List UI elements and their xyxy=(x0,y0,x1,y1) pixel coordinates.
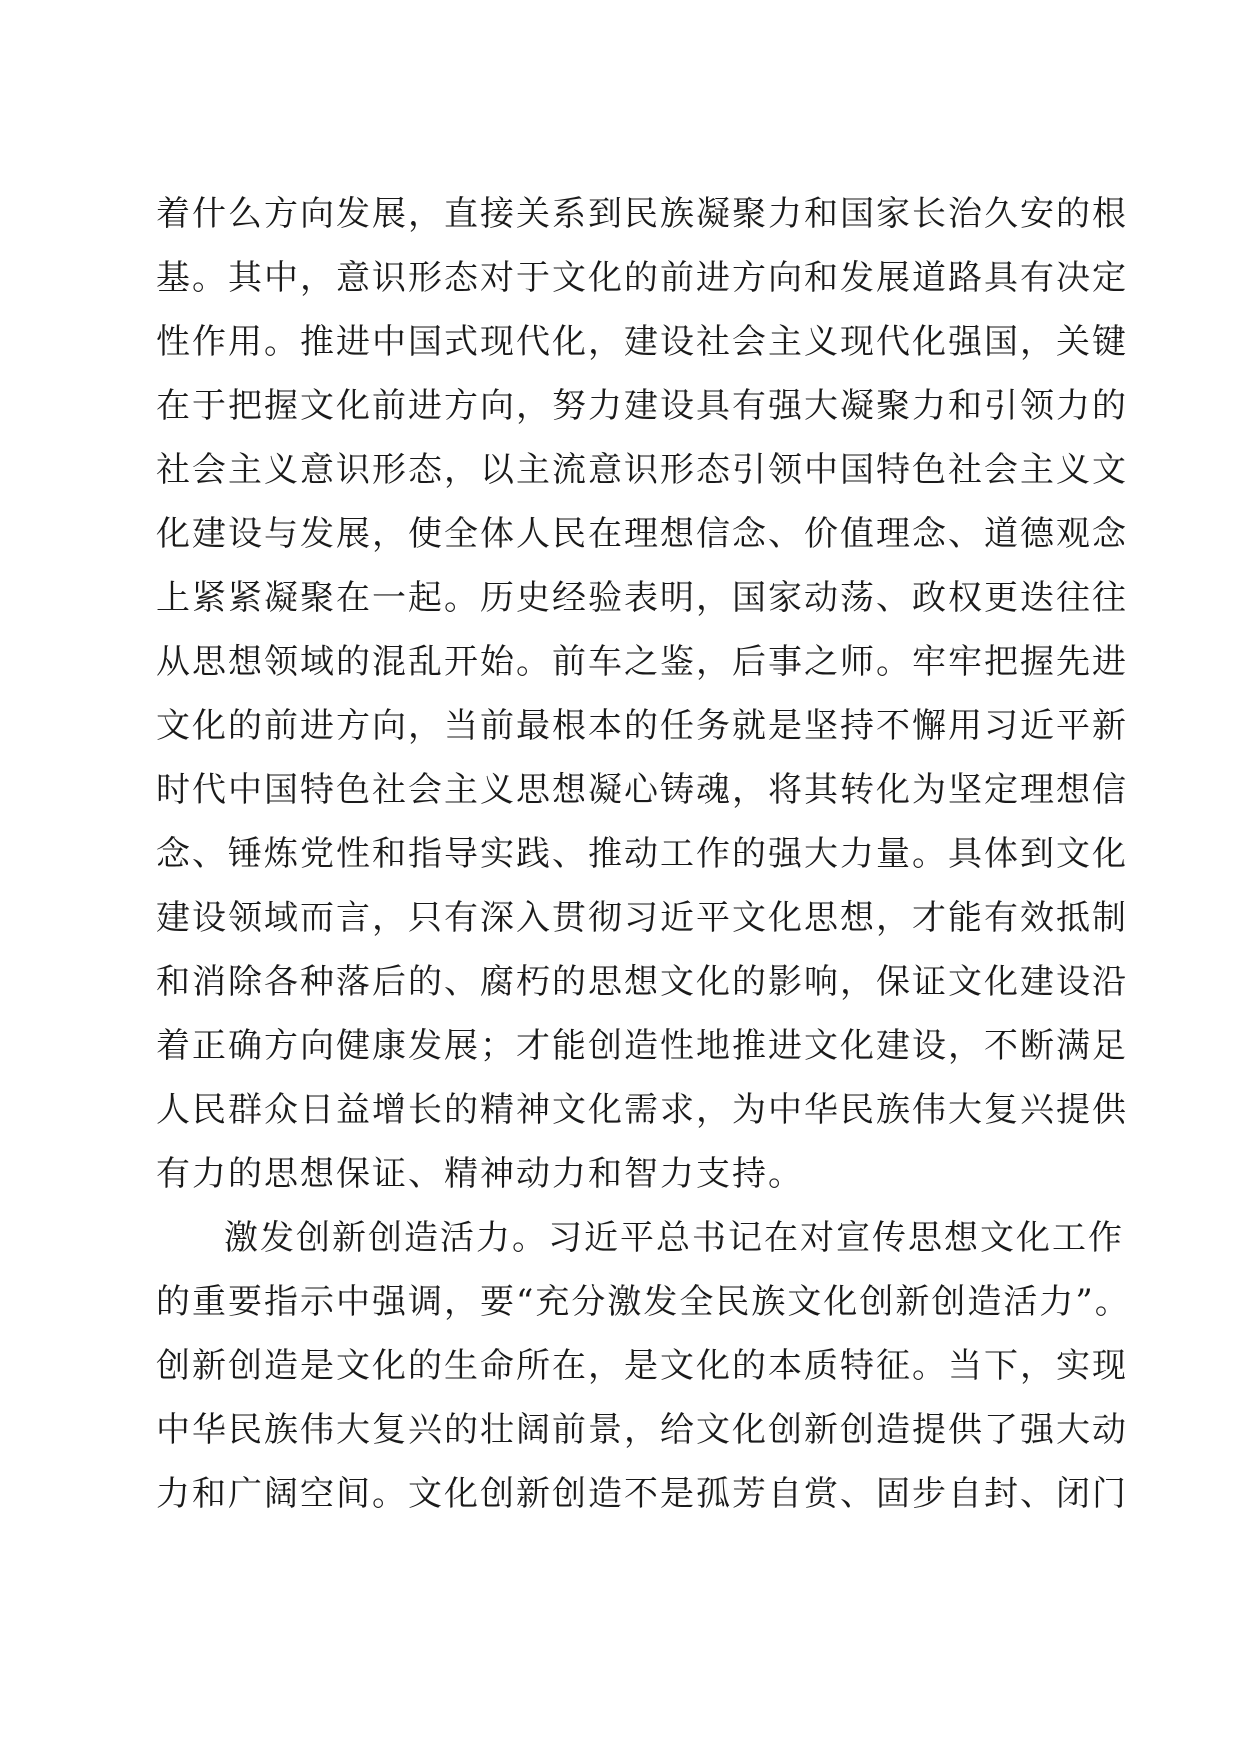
text-line: 化建设与发展，使全体人民在理想信念、价值理念、道德观念 xyxy=(156,514,1128,554)
text-line: 中华民族伟大复兴的壮阔前景，给文化创新创造提供了强大动 xyxy=(156,1410,1128,1450)
text-line: 上紧紧凝聚在一起。历史经验表明，国家动荡、政权更迭往往 xyxy=(156,578,1128,618)
text-line: 着正确方向健康发展；才能创造性地推进文化建设，不断满足 xyxy=(156,1026,1128,1066)
text-line: 基。其中，意识形态对于文化的前进方向和发展道路具有决定 xyxy=(156,258,1128,298)
text-line: 创新创造是文化的生命所在，是文化的本质特征。当下，实现 xyxy=(156,1346,1128,1386)
text-line: 人民群众日益增长的精神文化需求，为中华民族伟大复兴提供 xyxy=(156,1090,1128,1130)
text-line: 念、锤炼党性和指导实践、推动工作的强大力量。具体到文化 xyxy=(156,834,1128,874)
text-line: 着什么方向发展，直接关系到民族凝聚力和国家长治久安的根 xyxy=(156,194,1128,234)
text-line: 的重要指示中强调，要“充分激发全民族文化创新创造活力”。 xyxy=(156,1282,1131,1322)
text-line: 激发创新创造活力。习近平总书记在对宣传思想文化工作 xyxy=(224,1218,1124,1258)
text-line: 在于把握文化前进方向，努力建设具有强大凝聚力和引领力的 xyxy=(156,386,1128,426)
text-line: 建设领域而言，只有深入贯彻习近平文化思想，才能有效抵制 xyxy=(156,898,1128,938)
text-line: 时代中国特色社会主义思想凝心铸魂，将其转化为坚定理想信 xyxy=(156,770,1128,810)
text-line: 性作用。推进中国式现代化，建设社会主义现代化强国，关键 xyxy=(156,322,1128,362)
text-line: 和消除各种落后的、腐朽的思想文化的影响，保证文化建设沿 xyxy=(156,962,1128,1002)
text-line: 从思想领域的混乱开始。前车之鉴，后事之师。牢牢把握先进 xyxy=(156,642,1128,682)
text-line: 社会主义意识形态，以主流意识形态引领中国特色社会主义文 xyxy=(156,450,1128,490)
text-line: 文化的前进方向，当前最根本的任务就是坚持不懈用习近平新 xyxy=(156,706,1128,746)
text-line: 力和广阔空间。文化创新创造不是孤芳自赏、固步自封、闭门 xyxy=(156,1474,1128,1514)
text-line: 有力的思想保证、精神动力和智力支持。 xyxy=(156,1154,804,1194)
paragraph-1 xyxy=(156,182,1128,1206)
paragraph-2 xyxy=(156,1206,1131,1526)
document-body xyxy=(156,182,1131,1526)
